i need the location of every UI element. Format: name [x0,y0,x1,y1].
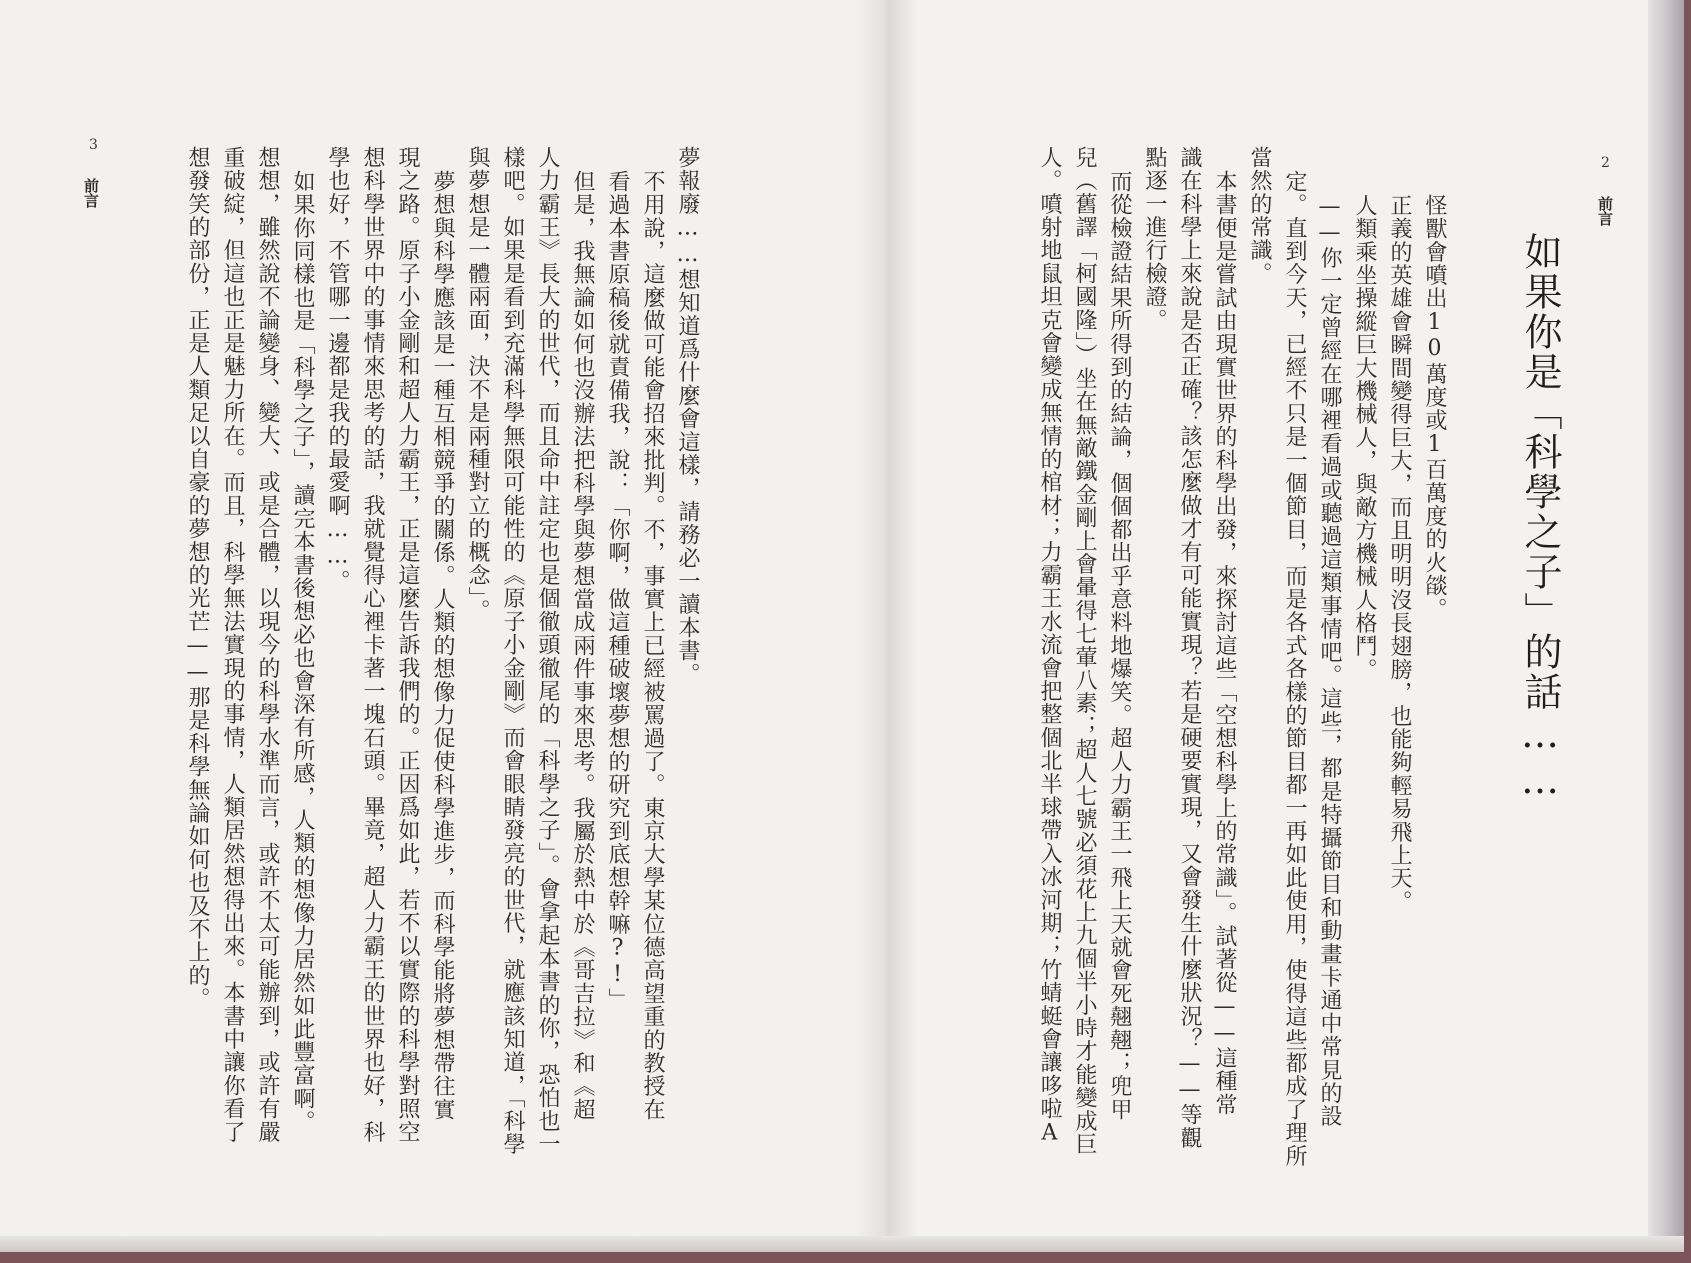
text-column: 學也好，不管哪一邊都是我的最愛啊……。 [325,146,350,593]
section-label: 前言 [1596,196,1614,226]
text-column: ——你一定曾經在哪裡看過或聽過這類事情吧。這些，都是特攝節目和動畫卡通中常見的設 [1317,194,1342,1128]
text-column: 正義的英雄會瞬間變得巨大，而且明明沒長翅膀，也能夠輕易飛上天。 [1387,194,1412,914]
text-column: 想想，雖然說不論變身、變大、或是合體，以現今的科學水準而言，或許不太可能辦到，或許有嚴 [255,146,280,1144]
text-column: 怪獸會噴出10萬度或1百萬度的火燄。 [1422,194,1447,621]
page-number: 3 [89,137,98,153]
text-column: 看過本書原稿後就責備我，說：「你啊，做這種破壞夢想的研究到底想幹嘛?!」 [605,170,630,1012]
page-edge [1648,0,1684,1252]
text-column: 重破綻，但這也正是魅力所在。而且，科學無法實現的事情，人類居然想得出來。本書中讓你看了 [220,146,245,1144]
text-column: 想科學世界中的事情來思考的話，我就覺得心裡卡著一塊石頭。畢竟，超人力霸王的世界也好，科 [360,146,385,1144]
text-column: 不用說，這麼做可能會招來批判。不，事實上已經被罵過了。東京大學某位德高望重的教授在 [640,170,665,1122]
text-column: 識在科學上來說是否正確？該怎麼做才有可能實現？若是硬要實現，又會發生什麼狀況？——等觀 [1177,146,1202,1150]
text-column: 人力霸王》長大的世代，而且命中註定也是個徹頭徹尾的「科學之子」。會拿起本書的你，恐怕也一 [535,146,560,1156]
text-column: 夢想與科學應該是一種互相競爭的關係。人類的想像力促使科學進步，而科學能將夢想帶往實 [430,170,455,1122]
text-column: 想發笑的部份，正是人類足以自豪的夢想的光芒——那是科學無論如何也及不上的。 [185,146,210,1011]
section-label: 前言 [82,178,100,208]
right-page [887,0,1684,1252]
text-column: 但是，我無論如何也沒辦法把科學與夢想當成兩件事來思考。我屬於熱中於《哥吉拉》和《超 [570,170,595,1122]
text-column: 人。噴射地鼠坦克會變成無情的棺材；力霸王水流會把整個北半球帶入冰河期；竹蜻蜓會讓哆啦A [1037,146,1062,1147]
text-column: 兒（舊譯「柯國隆」）坐在無敵鐵金剛上會暈得七葷八素；超人七號必須花上九個半小時才能變成巨 [1072,146,1097,1156]
text-column: 而從檢證結果所得到的結論，個個都出乎意料地爆笑。超人力霸王一飛上天就會死翹翹；兜甲 [1107,170,1132,1122]
text-column: 樣吧。如果是看到充滿科學無限可能性的《原子小金剛》而會眼睛發亮的世代，就應該知道，「科學 [500,146,525,1156]
text-column: 人類乘坐操縱巨大機械人，與敵方機械人格鬥。 [1352,194,1377,682]
text-column: 點逐一進行檢證。 [1142,146,1167,332]
text-column: 定。直到今天，已經不只是一個節目，而是各式各樣的節目都一再如此使用，使得這些都成了理所 [1282,170,1307,1168]
text-column: 如果你同樣也是「科學之子」，讀完本書後想必也會深有所感，人類的想像力居然如此豐富啊。 [290,170,315,1134]
text-column: 與夢想是一體兩面，決不是兩種對立的概念」。 [465,146,490,623]
text-column: 本書便是嘗試由現實世界的科學出發，來探討這些「空想科學上的常識」。試著從——這種常 [1212,170,1237,1117]
chapter-title: 如果你是「科學之子」的話…… [1518,232,1562,804]
text-column: 當然的常識。 [1247,146,1272,286]
text-column: 夢報廢……想知道爲什麼會這樣，請務必一讀本書。 [675,146,700,686]
page-number: 2 [1601,155,1610,171]
page-bottom-edge [0,1236,1684,1252]
text-column: 現之路。原子小金剛和超人力霸王，正是這麼告訴我們的。正因爲如此，若不以實際的科學對照空 [395,146,420,1144]
